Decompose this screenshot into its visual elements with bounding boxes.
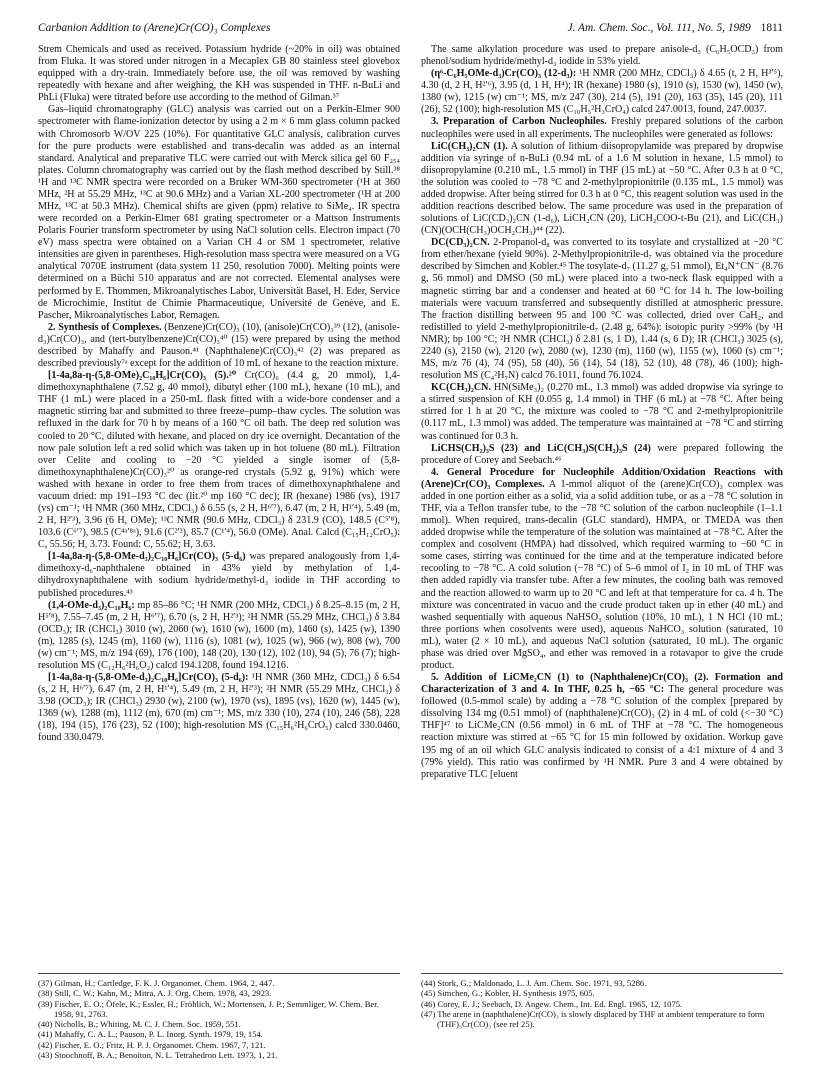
paragraph-text: The general procedure was followed (0.5-mmol scale) by adding a −78 °C solution of the complex [prepared by dissolving 134 mg (0.51 mmol) of (naphthalene)Cr(CO)₃ (2) in 4 mL of cold (<−30 °C) THF]⁴⁷ to LiCMe₂CN (0.56 mmol) in 6 mL of THF at −78 °C. The homogeneous reaction mixture was stirred at −65 °C for 15 min followed by oxidation. Workup gave 195 mg of an oil which GLC analysis indicated to consist of a 4:1 mixture of 4 and 3 (79% yield). This ratio was confirmed by ¹H NMR. Pure 3 and 4 were obtained by preparative TLC [eluent [421, 684, 783, 780]
paragraph-text: 2-Propanol-d₈ was converted to its tosylate and crystallized at −20 °C from ether/hexane (yield 90%). 2-Methylpropionitrile-d₇ was obtained via the procedure described by Simchen and Kobler.⁴⁵ The tosylate-d₇ (11.27 g, 51 mmol), Et₄N⁺CN⁻ (8.76 g, 56 mmol) and DMSO (50 mL) were placed into a two-neck flask equipped with a magnetic stirring bar and a condenser and heated at 60 °C for 14 h. The low-boiling materials were vacuum transferred and subsequently distilled at atmospheric pressure. The fraction distilling between 95 and 100 °C was collected, dried over CaH₂, and redistilled to yield 2-methylpropionitrile-d₇ (2.48 g, 64%): isotopic purity >99% (by ¹H NMR); bp 100 °C; ²H NMR (CHCl₃) δ 2.81 (s, 1 D), 1.44 (s, 6 D); IR (CHCl₃) 3025 (s), 2240 (s), 2150 (w), 2120 (w), 2080 (w), 1230 (m), 1160 (w), 1155 (w), 1060 (s) cm⁻¹; MS, m/z 76 (4), 74 (95), 58 (40), 56 (14), 54 (18), 52 (10), 48 (78), 46 (100); high-resolution MS (C₄²H₇N) calcd 76.1011, found 76.1024. [421, 237, 783, 382]
paragraph-lead: [1-4a,8a-η-(5,8-OMe-d₃)₂C₁₀H₆]Cr(CO)₃ (5-d₆) [48, 551, 246, 563]
reference-entry: (45) Simchen, G.; Kobler, H. Synthesis 1975, 605. [421, 988, 595, 999]
right-column [421, 44, 783, 966]
paragraph [38, 370, 400, 551]
paragraph-text: was prepared analogously from 1,4-dimethoxy-d₆-naphthalene obtained in 43% yield by methylation of 1,4-dihydroxynaphthalene with sodium hydride/methyl-d₃ iodide in THF according to published procedures.⁴³ [38, 551, 400, 599]
footnote-rule-right [421, 973, 783, 974]
paragraph [38, 551, 400, 599]
paragraph-lead: KC(CH₃)₂CN. [431, 382, 491, 394]
paragraph [38, 44, 400, 104]
journal-name: J. Am. Chem. Soc., Vol. 111, No. 5, 1989 [567, 22, 751, 34]
paragraph-text: A 1-mmol aliquot of the (arene)Cr(CO)₃ complex was added in one portion either as a solid, via a solid addition tube, or as a −78 °C solution in THF, via a Teflon transfer tube, to the −78 °C solution of the carbon nucleophile (1–1.1 mmol). When required, trans-decalin (GLC standard), HMPA, or TMEDA was then added dropwise while the temperature of the solution was maintained at −78 °C. After the complex and cosolvent (HMPA) had dissolved, which required warming to −60 °C in some cases, stirring was continued for the time and at the temperature indicated before recooling to −78 °C. A cold solution (−78 °C) of 5–6 mmol of I₂ in 10 mL of THF was then added rapidly via transfer tube. After a few minutes, the cooling bath was removed and the reaction allowed to warm up to 20 °C and left at that temperature for ca. 4 h. The mixture was concentrated in vacuo and the crude product taken up in ether (40 mL) and washed sequentially with aqueous NaHSO₃ solution (10%, 10 mL), 1 N HCl (10 mL; three portions when cosolvents were used), aqueous NaHCO₃ solution (saturated, 10 mL), water (2 × 10 mL), and aqueous NaCl solution (saturated, 10 mL). The organic phase was dried over MgSO₄, and ether was removed in a rotavapor to give the crude product. [421, 478, 783, 671]
paragraph-lead: 4. General Procedure for Nucleophile Addition/Oxidation Reactions with (Arene)Cr(CO)₃ Complexes. [421, 466, 783, 490]
paragraph-text: A solution of lithium diisopropylamide was prepared by dropwise addition via syringe of n-BuLi (0.94 mL of a 1.6 M solution in hexane, 1.5 mmol) to diisopropylamine (0.210 mL, 1.5 mmol) in THF (15 mL) at −50 °C. After 0.3 h at 0 °C, the solution was cooled to −78 °C and 2-methylpropionitrile (0.135 mL, 1.5 mmol) was added dropwise. After being stirred for 0.3 h at 0 °C, this reagent solution was used in the addition reactions described below. The same procedure was used in the preparation of solutions of LiC(CD₃)₂CN (1-d₆), LiCH₂CN (20), LiCH₂COO-t-Bu (21), and LiC(CH₃)(CN)(OCH(CH₃)OCH₂CH₃)⁴⁴ (22). [421, 140, 783, 237]
paragraph-lead: [1-4a,8a-η-(5,8-OMe-d₃)₂C₁₀H₆]Cr(CO)₃ (5-d₆): [48, 672, 249, 684]
running-title: Carbanion Addition to (Arene)Cr(CO)₃ Complexes [38, 22, 271, 34]
paragraph-text: Gas–liquid chromatography (GLC) analysis was carried out on a Perkin-Elmer 900 spectrometer with flame-ionization detector by using a 2 m × 6 mm glass column packed with Chromosorb W/OV 225 (10%). For quantitative GLC analysis, calibration curves for the pure products were established and trans-decalin was added as an internal standard. Analytical and preparative TLC were carried out with Merck silica gel 60 F₂₅₄ plates. Column chromatography was carried out by the flash method described by Still.³⁸ ¹H and ¹³C NMR spectra were recorded on a Bruker WM-360 spectrometer (¹H at 360 MHz, ²H at 55.29 MHz, ¹³C at 90.6 MHz) and a Varian XL-200 spectrometer (¹H at 200 MHz, ¹³C at 50.3 MHz). Chemical shifts are given (ppm) relative to SiMe₄. IR spectra were recorded on a Perkin-Elmer 681 grating spectrometer or a Mattson Instruments Polaris Fourier transform spectrometer by using NaCl solution cells. Electron impact (70 eV) mass spectra were obtained on a Varian CH 4 or SM 1 spectrometer, relative intensities are given in parentheses. High-resolution mass spectra were measured on a VG analytical 7070E instrument (data system 11 250, resolution 7000). Melting points were determined on a Büchi 510 apparatus and are not corrected. Elemental analyses were performed by E. Thommen, Mikroanalytisches Labor, Universität Basel, H. Eder, Service de Microchimie, Institut de Chimie Pharmaceutique, Université de Genève, and E. Pascher, Mikroanalytisches Labor, Remagen. [38, 104, 400, 321]
reference-entry: (40) Nicholls, B.; Whiting, M. C. J. Chem. Soc. 1959, 551. [38, 1019, 241, 1030]
paragraph [421, 672, 783, 781]
references-left [38, 978, 400, 1060]
reference-entry: (43) Stoochnoff, B. A.; Benoiton, N. L. Tetrahedron Lett. 1973, 1, 21. [38, 1050, 278, 1061]
paragraph-lead: 3. Preparation of Carbon Nucleophiles. [431, 116, 607, 128]
paragraph-lead: DC(CD₃)₂CN. [431, 237, 490, 249]
page-number: 1811 [760, 22, 783, 34]
references-right [421, 978, 783, 1029]
paragraph-lead: (η⁶-C₆H₅OMe-d₃)Cr(CO)₃ (12-d₃): [431, 68, 577, 80]
paragraph-text: HN(SiMe₃)₂ (0.270 mL, 1.3 mmol) was added dropwise via syringe to a stirred suspension of KH (0.055 g, 1.4 mmol) in THF (6 mL) at −78 °C. After being stirred for 1 h at 20 °C, the mixture was cooled to −78 °C and 2-methylpropionitrile (0.117 mL, 1.3 mmol) was added. The temperature was maintained at −78 °C and stirring was continued for 0.3 h. [421, 382, 783, 442]
journal-citation [567, 22, 783, 34]
paragraph [421, 44, 783, 68]
paragraph [38, 322, 400, 370]
paragraph-text: Cr(CO)₆ (4.4 g, 20 mmol), 1,4-dimethoxynaphthalene (7.52 g, 40 mmol), dibutyl ether (100 mL), hexane (10 mL), and THF (1 mL) were placed in a 250-mL flask fitted with a wide-bore condenser and a magnetic stirring bar and submitted to three freeze–pump–thaw cycles. The solution was refluxed in the dark for 70 h by means of a 160 °C oil bath. The deep red solution was cooled to 20 °C, diluted with hexane, and placed on dry ice overnight. Decantation of the now pale solution left a red solid which was taken up in hot toluene (80 mL). Filtration over Celite and cooling to −20 °C yielded a single isomer of (5,8-dimethoxynaphthalene)Cr(CO)₃²⁰ as orange-red crystals (5.92 g, 91%) which were washed with hexane in order to free them from traces of dimethoxynaphthalene and vacuum dried: mp 191–193 °C dec (lit.²⁰ mp 160 °C dec); IR (hexane) 1986 (vs), 1917 (vs) cm⁻¹; ¹H NMR (360 MHz, CDCl₃) δ 6.55 (s, 2 H, H⁶ʹ⁷), 6.47 (m, 2 H, H¹ʹ⁴), 5.49 (m, 2 H, H²ʹ³), 3.96 (6 H, OMe); ¹³C NMR (90.6 MHz, CDCl₃) δ 231.9 (CO), 148.5 (C⁵ʹ⁸), 103.6 (C⁶ʹ⁷), 98.5 (C⁴ᵃʹ⁸ᵃ), 91.6 (C²ʹ³), 85.7 (C¹ʹ⁴), 56.0 (OMe). Anal. Calcd (C₁₅H₁₂CrO₅): C, 55.56; H, 3.73. Found: C, 55.62; H, 3.63. [38, 370, 400, 551]
paragraph-lead: LiC(CH₃)₂CN (1). [431, 140, 508, 152]
paragraph [421, 237, 783, 382]
paragraph [38, 600, 400, 672]
paragraph-lead: (1,4-OMe-d₃)₂C₁₀H₆: [48, 599, 135, 611]
paragraph-lead: 5. Addition of LiCMe₂CN (1) to (Naphthalene)Cr(CO)₃ (2). Formation and Characterization of 3 and 4. In THF, 0.25 h, −65 °C: [421, 672, 783, 696]
reference-entry: (37) Gilman, H.; Cartledge, F. K. J. Organomet. Chem. 1964, 2, 447. [38, 978, 275, 988]
paragraph-lead: LiCHS(CH₂)₃S (23) and LiC(CH₃)S(CH₂)₃S (24) [431, 442, 651, 454]
reference-entry: (42) Fischer, E. O.; Fritz, H. P. J. Organomet. Chem. 1967, 7, 121. [38, 1039, 266, 1050]
reference-entry: (38) Still, C. W.; Kahn, M.; Mitra, A. J. Org. Chem. 1978, 43, 2923. [38, 988, 272, 999]
paragraph-text: Strem Chemicals and used as received. Potassium hydride (~20% in oil) was obtained from Fluka. It was stored under nitrogen in a Mecaplex GB 80 stainless steel glovebox equipped with a dry-train. Immediately before use, the oil was removed by washing repeatedly with hexane and after weighing, the KH was suspended in THF. n-BuLi and PhLi (Fluka) were titrated before use according to the method of Gilman.³⁷ [38, 44, 400, 104]
paragraph-text: The same alkylation procedure was used to prepare anisole-d₃ (C₆H₅OCD₃) from phenol/sodium hydride/methyl-d₃ iodide in 53% yield. [421, 44, 783, 68]
footnote-rule-left [38, 973, 400, 974]
paragraph-text: (Benzene)Cr(CO)₃ (10), (anisole)Cr(CO)₃³⁹ (12), (anisole-d₃)Cr(CO)₃, and (tert-butylbenzene)Cr(CO)₃⁴⁰ (15) were prepared by using the method described by Mahaffy and Pauson.⁴¹ (Naphthalene)Cr(CO)₃⁴² (2) was prepared as described previously⁷ᵃ except for the addition of 10 mL of hexane to the reaction mixture. [38, 321, 400, 370]
paragraph [421, 467, 783, 672]
paragraph-text: mp 85–86 °C; ¹H NMR (200 MHz, CDCl₃) δ 8.25–8.15 (m, 2 H, H⁵ʹ⁸), 7.55–7.45 (m, 2 H, H⁶ʹ⁷), 6.70 (s, 2 H, H²ʹ³); ²H NMR (55.29 MHz, CHCl₃) δ 3.84 (OCD₃); IR (CHCl₃) 3010 (w), 2060 (w), 1610 (w), 1600 (m), 1460 (s), 1425 (w), 1390 (m), 1285 (s), 1245 (m), 1160 (w), 1116 (s), 1081 (w), 1025 (w), 966 (w), 808 (w), 700 (w) cm⁻¹; MS, m/z 194 (69), 176 (100), 148 (20), 130 (12), 102 (10), 94 (5), 76 (7); high-resolution MS (C₁₂H₆²H₆O₂) calcd 194.1208, found 194.1216. [38, 599, 400, 671]
paragraph-text: were prepared following the procedure of Corey and Seebach.⁴⁶ [421, 442, 783, 466]
running-header [38, 22, 783, 38]
reference-entry: (39) Fischer, E. O.; Öfele, K.; Essler, H.; Fröhlich, W.; Mortensen, J. P.; Semmliger, W. Chem. Ber. 1958, 91, 2763. [38, 998, 379, 1019]
paragraph [421, 382, 783, 442]
reference-entry: (47) The arene in (naphthalene)Cr(CO)₃ is slowly displaced by THF at ambient temperature to form (THF)₃Cr(CO)₃ (see ref 25). [421, 1008, 765, 1030]
reference-entry: (46) Corey, E. J.; Seebach, D. Angew. Chem., Int. Ed. Engl. 1965, 12, 1075. [421, 998, 683, 1009]
paragraph-lead: 2. Synthesis of Complexes. [48, 321, 162, 333]
paragraph [421, 68, 783, 116]
paragraph [421, 141, 783, 238]
paragraph-lead: [1-4a,8a-η-(5,8-OMe)₂C₁₀H₆]Cr(CO)₃ (5).²⁰ [48, 370, 237, 382]
paragraph-text: ¹H NMR (200 MHz, CDCl₃) δ 4.65 (t, 2 H, H³ʹ⁵), 4.30 (d, 2 H, H²ʹ⁶), 3.95 (d, 1 H, H⁴); IR (hexane) 1980 (s), 1910 (s), 1530 (w), 1450 (w), 1380 (w), 1215 (w) cm⁻¹; MS, m/z 247 (30), 214 (5), 191 (20), 163 (35), 145 (20), 111 (26), 52 (100); high-resolution MS (C₁₀H₅²H₃CrO₄) calcd 247.0013, found, 247.0037. [421, 68, 783, 116]
reference-entry: (41) Mahaffy, C. A. L.; Pauson, P. L. Inorg. Synth. 1979, 19, 154. [38, 1029, 263, 1040]
paragraph [38, 104, 400, 321]
left-column [38, 44, 400, 966]
reference-entry: (44) Stork, G.; Maldonado, L. J. Am. Chem. Soc. 1971, 93, 5286. [421, 978, 647, 988]
paragraph-text: ¹H NMR (360 MHz, CDCl₃) δ 6.54 (s, 2 H, H⁶ʹ⁷), 6.47 (m, 2 H, H¹ʹ⁴), 5.49 (m, 2 H, H²ʹ³); ²H NMR (55.29 MHz, CHCl₃) δ 3.98 (OCD₃); IR (CHCl₃) 2930 (w), 2100 (w), 1970 (vs), 1895 (vs), 1620 (w), 1445 (w), 1369 (w), 1288 (m), 1112 (m), 670 (m) cm⁻¹; MS, m/z 330 (10), 274 (10), 246 (58), 228 (18), 194 (15), 176 (23), 52 (100); high-resolution MS (C₁₅H₆²H₆CrO₅) calcd 330.0460, found 330.0479. [38, 672, 400, 744]
paragraph [421, 443, 783, 467]
paragraph [421, 116, 783, 140]
paragraph-text: Freshly prepared solutions of the carbon nucleophiles were used in all experiments. The nucleophiles were generated as follows: [421, 116, 783, 140]
paragraph [38, 672, 400, 744]
